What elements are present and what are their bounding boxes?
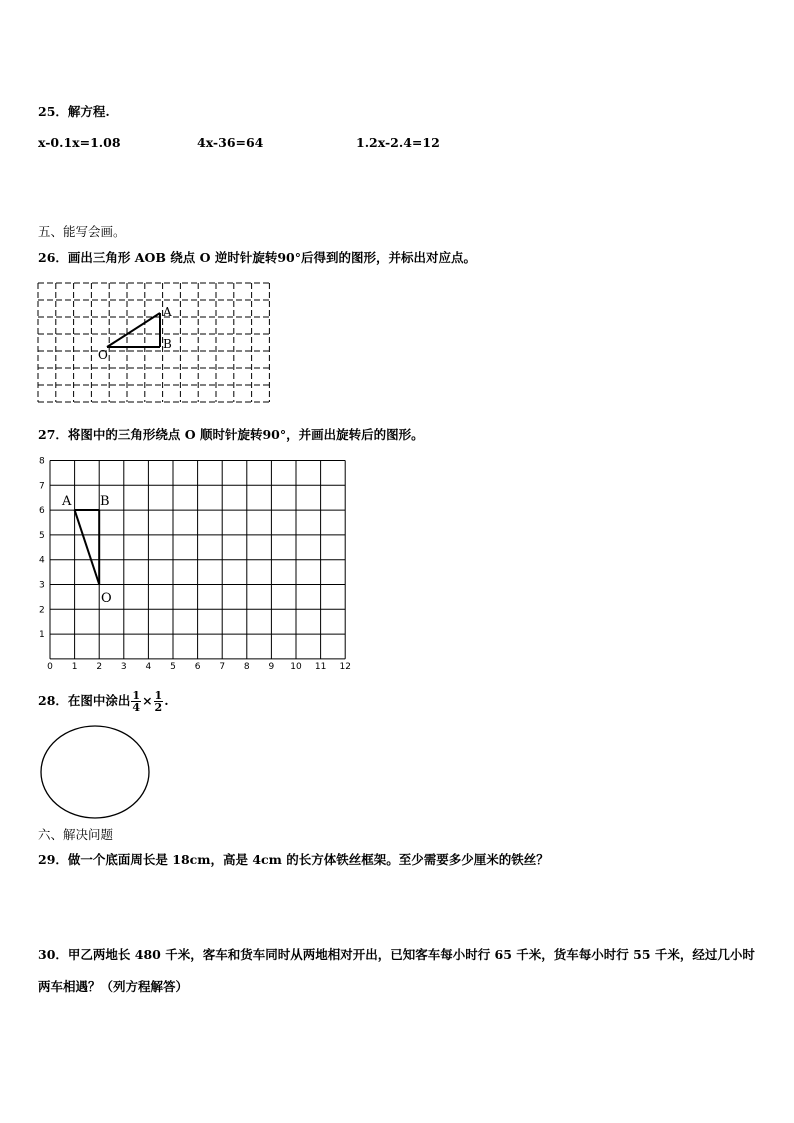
q26-label-O: O [98, 348, 108, 362]
q27-x-tick-label: 4 [145, 661, 152, 672]
q27-x-tick-label: 9 [268, 661, 275, 672]
q27-x-tick-label: 0 [47, 661, 53, 672]
q27-y-tick-label: 1 [39, 630, 45, 641]
q28-frac2-denominator: 2 [154, 701, 163, 714]
q27-y-tick-label: 8 [39, 456, 45, 467]
q28-fraction-one-quarter [131, 690, 141, 713]
q28-suffix: . [164, 693, 169, 708]
q28-ellipse [41, 726, 149, 818]
q27-x-tick-label: 10 [290, 661, 302, 672]
q30-prompt: 30．甲乙两地长 480 千米，客车和货车同时从两地相对开出，已知客车每小时行 65 千米，货车每小时行 55 千米，经过几小时两车相遇？（列方程解答） [38, 947, 755, 994]
q25-equation-2: 4x-36=64 [197, 135, 264, 150]
q27-x-tick-label: 2 [96, 661, 103, 672]
q27-segment-AO [75, 510, 100, 584]
q28-prefix: 28．在图中涂出 [38, 693, 131, 708]
q25-equation-3: 1.2x-2.4=12 [356, 135, 440, 150]
q26-dashed-grid-figure [36, 281, 270, 413]
q27-x-tick-label: 12 [339, 661, 351, 672]
q27-label-O: O [101, 591, 112, 606]
q28-frac1-denominator: 4 [132, 701, 141, 714]
q27-y-tick-label: 2 [39, 605, 45, 616]
q26-prompt: 26．画出三角形 AOB 绕点 O 逆时针旋转90°后得到的图形，并标出对应点。 [38, 250, 476, 265]
section-6-heading: 六、解决问题 [38, 827, 114, 842]
q27-prompt: 27．将图中的三角形绕点 O 顺时针旋转90°，并画出旋转后的图形。 [38, 427, 424, 442]
q27-y-tick-label: 6 [39, 506, 45, 517]
q28-fraction-one-half [154, 690, 164, 713]
q28-frac2-numerator: 1 [154, 689, 163, 702]
q27-x-tick-label: 11 [314, 661, 327, 672]
q27-coordinate-grid-figure [36, 454, 356, 674]
q27-x-tick-label: 5 [170, 661, 176, 672]
section-5-heading: 五、能写会画。 [38, 224, 126, 239]
q27-x-tick-label: 1 [71, 661, 78, 672]
q27-y-tick-label: 4 [39, 555, 45, 566]
q27-label-A: A [62, 494, 72, 509]
q26-segment-OA [107, 313, 160, 347]
q27-x-tick-label: 3 [120, 661, 127, 672]
q28-times-sign: × [142, 693, 153, 708]
q28-prompt [38, 690, 169, 713]
q27-y-tick-label: 5 [39, 530, 45, 541]
q28-ellipse-figure [40, 724, 152, 822]
q27-x-tick-label: 6 [194, 661, 201, 672]
q27-y-tick-label: 7 [39, 481, 45, 492]
q29-prompt: 29．做一个底面周长是 18cm，高是 4cm 的长方体铁丝框架。至少需要多少厘米的铁丝？ [38, 852, 549, 867]
q27-y-tick-label: 3 [39, 580, 45, 591]
q25-prompt: 25．解方程. [38, 104, 110, 119]
q25-equation-1: x-0.1x=1.08 [38, 135, 121, 150]
q26-label-A: A [163, 305, 172, 319]
q28-frac1-numerator: 1 [132, 689, 141, 702]
q27-x-tick-label: 8 [243, 661, 250, 672]
q27-label-B: B [100, 494, 110, 509]
q26-label-B: B [163, 337, 172, 351]
q27-x-tick-label: 7 [219, 661, 226, 672]
